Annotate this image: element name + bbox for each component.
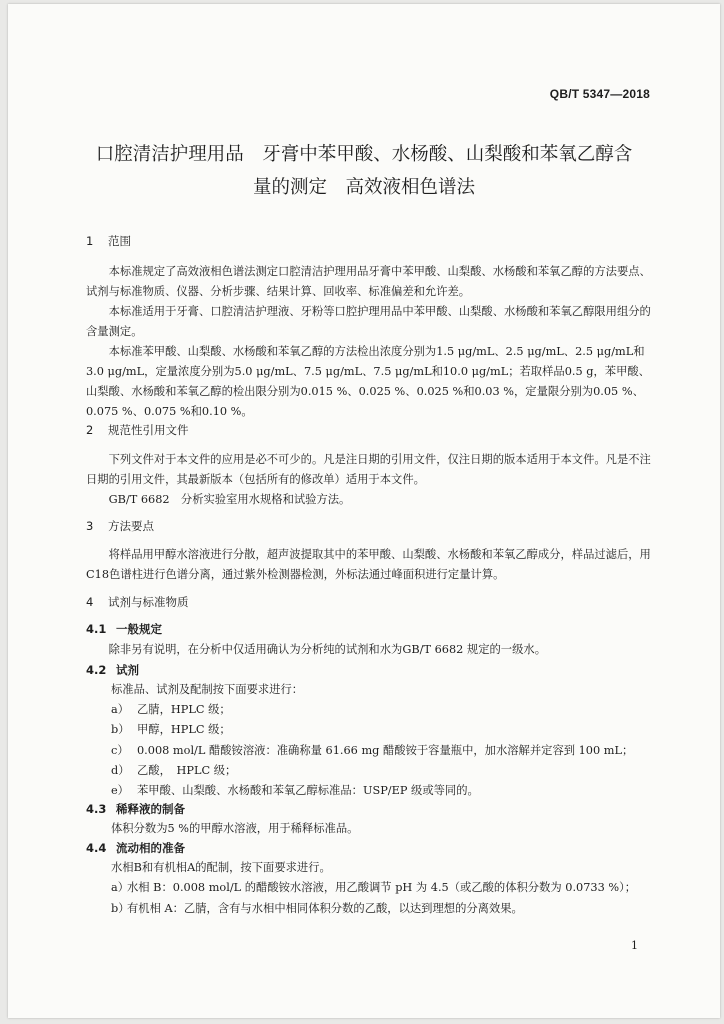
page-number: 1: [631, 939, 638, 952]
mobile-phase-item: b）有机相 A：乙腈，含有与水相中相同体积分数的乙酸，以达到理想的分离效果。: [111, 902, 523, 915]
section-4-4-heading: 4.4 流动相的准备: [86, 841, 185, 855]
reagent-item: e） 苯甲酸、山梨酸、水杨酸和苯氧乙醇标准品：USP/EP 级或等同的。: [111, 784, 479, 797]
reference-gbt6682: GB/T 6682 分析实验室用水规格和试验方法。: [108, 493, 351, 506]
reagents-intro: 标准品、试剂及配制按下面要求进行：: [111, 683, 304, 696]
section-4-3-heading: 4.3 稀释液的制备: [86, 802, 185, 816]
reagent-item: a） 乙腈，HPLC 级；: [111, 703, 231, 716]
document-title: [68, 138, 660, 204]
scope-paragraph: 本标准规定了高效液相色谱法测定口腔清洁护理用品牙膏中苯甲酸、山梨酸、水杨酸和苯氧乙醇的方法要点、试剂与标准物质、仪器、分析步骤、结果计算、回收率、标准偏差和允许差。: [86, 265, 651, 298]
reagent-item: c） 0.008 mol/L 醋酸铵溶液：准确称量 61.66 mg 醋酸铵于容量瓶中，加水溶解并定容到 100 mL；: [111, 744, 634, 757]
reagent-item: d） 乙酸， HPLC 级；: [111, 764, 237, 777]
section-1-heading: 1 范围: [86, 234, 131, 248]
section-4-2-heading: 4.2 试剂: [86, 663, 139, 677]
applicability-paragraph: 本标准适用于牙膏、口腔清洁护理液、牙粉等口腔护理用品中苯甲酸、山梨酸、水杨酸和苯氧乙醇限用组分的含量测定。: [86, 305, 651, 338]
section-4-1-heading: 4.1 一般规定: [86, 622, 162, 636]
section-2-heading: 2 规范性引用文件: [86, 423, 189, 437]
section-4-heading: 4 试剂与标准物质: [86, 595, 189, 609]
section-3-body: [86, 545, 654, 585]
section-1-body: [86, 262, 654, 422]
section-3-heading: 3 方法要点: [86, 519, 154, 533]
references-paragraph: 下列文件对于本文件的应用是必不可少的。凡是注日期的引用文件，仅注日期的版本适用于本文件。凡是不注日期的引用文件，其最新版本（包括所有的修改单）适用于本文件。: [86, 453, 651, 486]
detection-limits-paragraph: 本标准苯甲酸、山梨酸、水杨酸和苯氧乙醇的方法检出浓度分别为1.5 μg/mL、2.5 μg/mL、2.5 μg/mL和3.0 μg/mL，定量浓度分别为5.0 μg/mL、7.5 μg/mL、7.5 μg/mL和10.0 μg/mL；若取样品0.5 g，苯甲酸、山梨酸、水杨酸和苯氧乙醇的检出限分别为0.015 %、0.025 %、0.025 %和0.03 %，定量限分别为0.05 %、0.075 %、0.075 %和0.10 %。: [86, 345, 650, 418]
standard-code: QB/T 5347—2018: [549, 87, 650, 101]
mobile-phase-intro: 水相B和有机相A的配制，按下面要求进行。: [111, 861, 331, 874]
diluent-paragraph: 体积分数为5 %的甲醇水溶液，用于稀释标准品。: [111, 822, 359, 835]
section-4-1-body: [86, 640, 654, 660]
title-line-1: 口腔清洁护理用品 牙膏中苯甲酸、水杨酸、山梨酸和苯氧乙醇含: [95, 144, 633, 165]
mobile-phase-item: a）水相 B：0.008 mol/L 的醋酸铵水溶液，用乙酸调节 pH 为 4.5（或乙酸的体积分数为 0.0733 %）；: [111, 881, 637, 894]
method-paragraph: 将样品用甲醇水溶液进行分散，超声波提取其中的苯甲酸、山梨酸、水杨酸和苯氧乙醇成分，样品过滤后，用C18色谱柱进行色谱分离，通过紫外检测器检测，外标法通过峰面积进行定量计算。: [86, 548, 651, 581]
title-line-2: 量的测定 高效液相色谱法: [252, 177, 475, 198]
general-rule-paragraph: 除非另有说明，在分析中仅适用确认为分析纯的试剂和水为GB/T 6682 规定的一级水。: [108, 643, 546, 656]
section-2-body: [86, 450, 654, 510]
document-page: [8, 4, 720, 1018]
reagent-item: b） 甲醇，HPLC 级；: [111, 723, 231, 736]
